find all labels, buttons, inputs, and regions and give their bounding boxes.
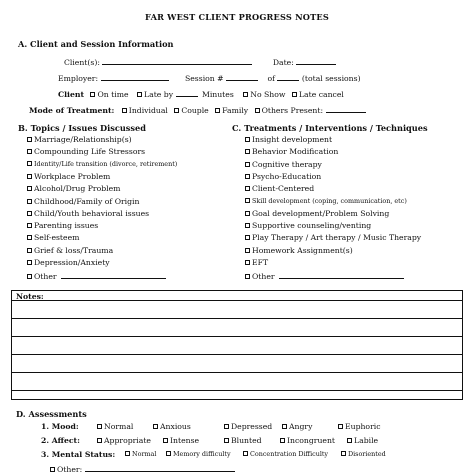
topic-item[interactable] bbox=[27, 209, 149, 218]
item-label: EFT bbox=[252, 258, 269, 267]
notes-box[interactable] bbox=[11, 290, 463, 400]
section-c-heading: C. Treatments / Interventions / Techniques bbox=[232, 123, 428, 133]
normal-checkbox[interactable] bbox=[97, 424, 102, 429]
family-checkbox[interactable] bbox=[215, 108, 220, 113]
others-present-label: Others Present: bbox=[261, 106, 324, 115]
notes-line bbox=[12, 318, 462, 319]
item-label: Homework Assignment(s) bbox=[252, 245, 353, 255]
item-label: Depression/Anxiety bbox=[34, 258, 110, 267]
topic-item[interactable] bbox=[27, 233, 79, 242]
section-b-heading: B. Topics / Issues Discussed bbox=[18, 123, 146, 133]
insight-development-checkbox[interactable] bbox=[245, 137, 250, 142]
item-label: Play Therapy / Art therapy / Music Therapy bbox=[252, 233, 422, 243]
supportive-counseling-venting-checkbox[interactable] bbox=[245, 223, 250, 228]
intense-option[interactable] bbox=[163, 436, 199, 445]
labile-option[interactable] bbox=[347, 436, 378, 445]
notes-line bbox=[12, 354, 462, 355]
treatment-item[interactable] bbox=[245, 246, 353, 255]
couple-label: Couple bbox=[181, 106, 209, 115]
topic-item[interactable] bbox=[27, 258, 110, 267]
play-therapy-art-therapy-music-checkbox[interactable] bbox=[245, 235, 250, 240]
treatment-item[interactable] bbox=[245, 184, 314, 193]
option-label: Normal bbox=[132, 450, 157, 458]
individual-label: Individual bbox=[128, 106, 168, 115]
assessment-other-field[interactable] bbox=[85, 463, 235, 472]
alcohol-drug-problem-checkbox[interactable] bbox=[27, 186, 32, 191]
total-sessions-field[interactable] bbox=[277, 72, 299, 81]
option-label: Angry bbox=[289, 422, 313, 431]
treatment-item[interactable] bbox=[245, 197, 407, 205]
date-label: Date: bbox=[272, 58, 294, 67]
disoriented-checkbox[interactable] bbox=[341, 451, 346, 456]
self-esteem-checkbox[interactable] bbox=[27, 235, 32, 240]
topic-item[interactable] bbox=[27, 147, 145, 156]
on-time-checkbox[interactable] bbox=[90, 92, 95, 97]
item-label: Client-Centered bbox=[252, 184, 315, 194]
normal-option[interactable] bbox=[97, 422, 133, 431]
item-label: Childhood/Family of Origin bbox=[34, 196, 140, 206]
incongruent-checkbox[interactable] bbox=[280, 438, 285, 443]
item-label: Marriage/Relationship(s) bbox=[34, 135, 132, 144]
affect-row bbox=[41, 436, 80, 445]
assessment-other-row bbox=[50, 463, 235, 474]
individual-checkbox[interactable] bbox=[122, 108, 127, 113]
treatment-item[interactable] bbox=[245, 160, 322, 169]
item-label: Psycho-Education bbox=[252, 171, 322, 181]
section-a-heading: A. Client and Session Information bbox=[18, 39, 174, 49]
client-centered-checkbox[interactable] bbox=[245, 186, 250, 191]
item-label: Cognitive therapy bbox=[252, 159, 322, 169]
parenting-issues-checkbox[interactable] bbox=[27, 223, 32, 228]
item-label: Goal development/Problem Solving bbox=[252, 208, 390, 218]
topic-item[interactable] bbox=[27, 270, 166, 281]
skill-development-coping-commu-checkbox[interactable] bbox=[245, 198, 250, 203]
family-label: Family bbox=[222, 106, 249, 115]
late-cancel-checkbox[interactable] bbox=[292, 92, 297, 97]
euphoric-option[interactable] bbox=[338, 422, 381, 431]
behavior-modification-checkbox[interactable] bbox=[245, 149, 250, 154]
topic-item[interactable] bbox=[27, 246, 113, 255]
item-label: Compounding Life Stressors bbox=[34, 147, 146, 157]
option-label: Intense bbox=[170, 436, 200, 445]
other-field[interactable] bbox=[61, 270, 166, 279]
option-label: Disoriented bbox=[348, 450, 386, 458]
memory-difficulty-checkbox[interactable] bbox=[166, 451, 171, 456]
other-checkbox[interactable] bbox=[245, 274, 250, 279]
treatment-item[interactable] bbox=[245, 270, 404, 281]
identity-life-transition-divor-checkbox[interactable] bbox=[27, 161, 32, 166]
client-row-label: Client bbox=[58, 90, 84, 99]
topic-item[interactable] bbox=[27, 172, 110, 181]
euphoric-checkbox[interactable] bbox=[338, 424, 343, 429]
no-show-checkbox[interactable] bbox=[243, 92, 248, 97]
form-title: FAR WEST CLIENT PROGRESS NOTES bbox=[145, 12, 329, 22]
late-minutes-field[interactable] bbox=[176, 88, 198, 97]
item-label: Insight development bbox=[252, 135, 333, 144]
treatment-item[interactable] bbox=[245, 172, 321, 181]
attendance-row bbox=[58, 88, 344, 99]
treatment-item[interactable] bbox=[245, 209, 389, 218]
concentration-difficulty-option[interactable] bbox=[243, 450, 328, 458]
option-label: Appropriate bbox=[104, 436, 151, 445]
item-label: Parenting issues bbox=[34, 221, 99, 231]
goal-development-problem-solvi-checkbox[interactable] bbox=[245, 211, 250, 216]
others-present-checkbox[interactable] bbox=[255, 108, 260, 113]
item-label: Alcohol/Drug Problem bbox=[34, 184, 121, 194]
intense-checkbox[interactable] bbox=[163, 438, 168, 443]
cognitive-therapy-checkbox[interactable] bbox=[245, 162, 250, 167]
section-d-heading: D. Assessments bbox=[16, 409, 87, 419]
treatment-item[interactable] bbox=[245, 147, 338, 156]
on-time-label: On time bbox=[97, 90, 129, 99]
item-label: Skill development (coping, communication, etc) bbox=[252, 196, 407, 205]
depressed-checkbox[interactable] bbox=[224, 424, 229, 429]
item-label: Supportive counseling/venting bbox=[252, 221, 372, 231]
workplace-problem-checkbox[interactable] bbox=[27, 174, 32, 179]
labile-checkbox[interactable] bbox=[347, 438, 352, 443]
mental-status-row bbox=[41, 450, 115, 459]
mode-label: Mode of Treatment: bbox=[29, 106, 115, 115]
option-label: Labile bbox=[354, 436, 379, 445]
minutes-label: Minutes bbox=[201, 90, 234, 99]
employer-row bbox=[58, 72, 361, 83]
topic-item[interactable] bbox=[27, 221, 98, 230]
notes-line bbox=[12, 372, 462, 373]
notes-line bbox=[12, 336, 462, 337]
topic-item[interactable] bbox=[27, 160, 177, 168]
disoriented-option[interactable] bbox=[341, 450, 386, 458]
option-label: Memory difficulty bbox=[173, 450, 231, 458]
session-number-field[interactable] bbox=[226, 72, 258, 81]
appropriate-option[interactable] bbox=[97, 436, 151, 445]
blunted-option[interactable] bbox=[224, 436, 262, 445]
item-label: Child/Youth behavioral issues bbox=[34, 208, 150, 218]
angry-option[interactable] bbox=[282, 422, 312, 431]
childhood-family-of-origin-checkbox[interactable] bbox=[27, 199, 32, 204]
option-label: Depressed bbox=[231, 422, 273, 431]
topic-item[interactable] bbox=[27, 184, 120, 193]
grief-loss-trauma-checkbox[interactable] bbox=[27, 248, 32, 253]
client-name-row bbox=[64, 56, 336, 67]
notes-line bbox=[12, 390, 462, 391]
item-label: Self-esteem bbox=[34, 233, 80, 243]
late-cancel-label: Late cancel bbox=[298, 90, 344, 99]
option-label: Normal bbox=[104, 422, 134, 431]
treatment-item[interactable] bbox=[245, 135, 332, 144]
other-field[interactable] bbox=[279, 270, 404, 279]
compounding-life-stressors-checkbox[interactable] bbox=[27, 149, 32, 154]
option-label: Anxious bbox=[160, 422, 191, 431]
employer-label: Employer: bbox=[58, 74, 99, 83]
anxious-option[interactable] bbox=[153, 422, 191, 431]
treatment-item[interactable] bbox=[245, 233, 421, 242]
option-label: Concentration Difficulty bbox=[250, 450, 329, 458]
treatment-item[interactable] bbox=[245, 258, 268, 267]
memory-difficulty-option[interactable] bbox=[166, 450, 231, 458]
blunted-checkbox[interactable] bbox=[224, 438, 229, 443]
of-label: of bbox=[267, 74, 276, 83]
date-field[interactable] bbox=[296, 56, 336, 65]
angry-checkbox[interactable] bbox=[282, 424, 287, 429]
topic-item[interactable] bbox=[27, 197, 139, 206]
notes-label: Notes: bbox=[16, 292, 44, 301]
homework-assignment-s-checkbox[interactable] bbox=[245, 248, 250, 253]
couple-checkbox[interactable] bbox=[174, 108, 179, 113]
option-label: Blunted bbox=[231, 436, 262, 445]
normal-checkbox[interactable] bbox=[125, 451, 130, 456]
item-label: Other bbox=[252, 272, 275, 282]
client-label: Client(s): bbox=[64, 58, 100, 67]
incongruent-option[interactable] bbox=[280, 436, 335, 445]
item-label: Identity/Life transition (divorce, retirement) bbox=[34, 159, 178, 168]
depression-anxiety-checkbox[interactable] bbox=[27, 260, 32, 265]
others-present-field[interactable] bbox=[326, 104, 366, 113]
session-label: Session # bbox=[184, 74, 224, 83]
late-by-checkbox[interactable] bbox=[137, 92, 142, 97]
treatment-item[interactable] bbox=[245, 221, 371, 230]
item-label: Other bbox=[34, 272, 57, 282]
item-label: Workplace Problem bbox=[34, 171, 111, 181]
affect-label: 2. Affect: bbox=[41, 436, 80, 445]
item-label: Grief & loss/Trauma bbox=[34, 245, 114, 255]
option-label: Incongruent bbox=[287, 436, 336, 445]
marriage-relationship-s-checkbox[interactable] bbox=[27, 137, 32, 142]
item-label: Behavior Modification bbox=[252, 147, 339, 157]
depressed-option[interactable] bbox=[224, 422, 272, 431]
total-sessions-label: (total sessions) bbox=[301, 74, 361, 83]
eft-checkbox[interactable] bbox=[245, 260, 250, 265]
mood-label: 1. Mood: bbox=[41, 422, 79, 431]
mood-row bbox=[41, 422, 79, 431]
option-label: Euphoric bbox=[345, 422, 381, 431]
appropriate-checkbox[interactable] bbox=[97, 438, 102, 443]
client-name-field[interactable] bbox=[102, 56, 252, 65]
mental-status-label: 3. Mental Status: bbox=[41, 450, 116, 459]
assessment-other-label: Other: bbox=[57, 465, 83, 474]
psycho-education-checkbox[interactable] bbox=[245, 174, 250, 179]
assessment-other-checkbox[interactable] bbox=[50, 467, 55, 472]
mode-of-treatment-row bbox=[29, 104, 366, 115]
employer-field[interactable] bbox=[101, 72, 169, 81]
other-checkbox[interactable] bbox=[27, 274, 32, 279]
concentration-difficulty-checkbox[interactable] bbox=[243, 451, 248, 456]
no-show-label: No Show bbox=[250, 90, 286, 99]
normal-option[interactable] bbox=[125, 450, 156, 458]
notes-line bbox=[12, 300, 462, 301]
topic-item[interactable] bbox=[27, 135, 132, 144]
anxious-checkbox[interactable] bbox=[153, 424, 158, 429]
child-youth-behavioral-issues-checkbox[interactable] bbox=[27, 211, 32, 216]
late-by-label: Late by bbox=[144, 90, 174, 99]
